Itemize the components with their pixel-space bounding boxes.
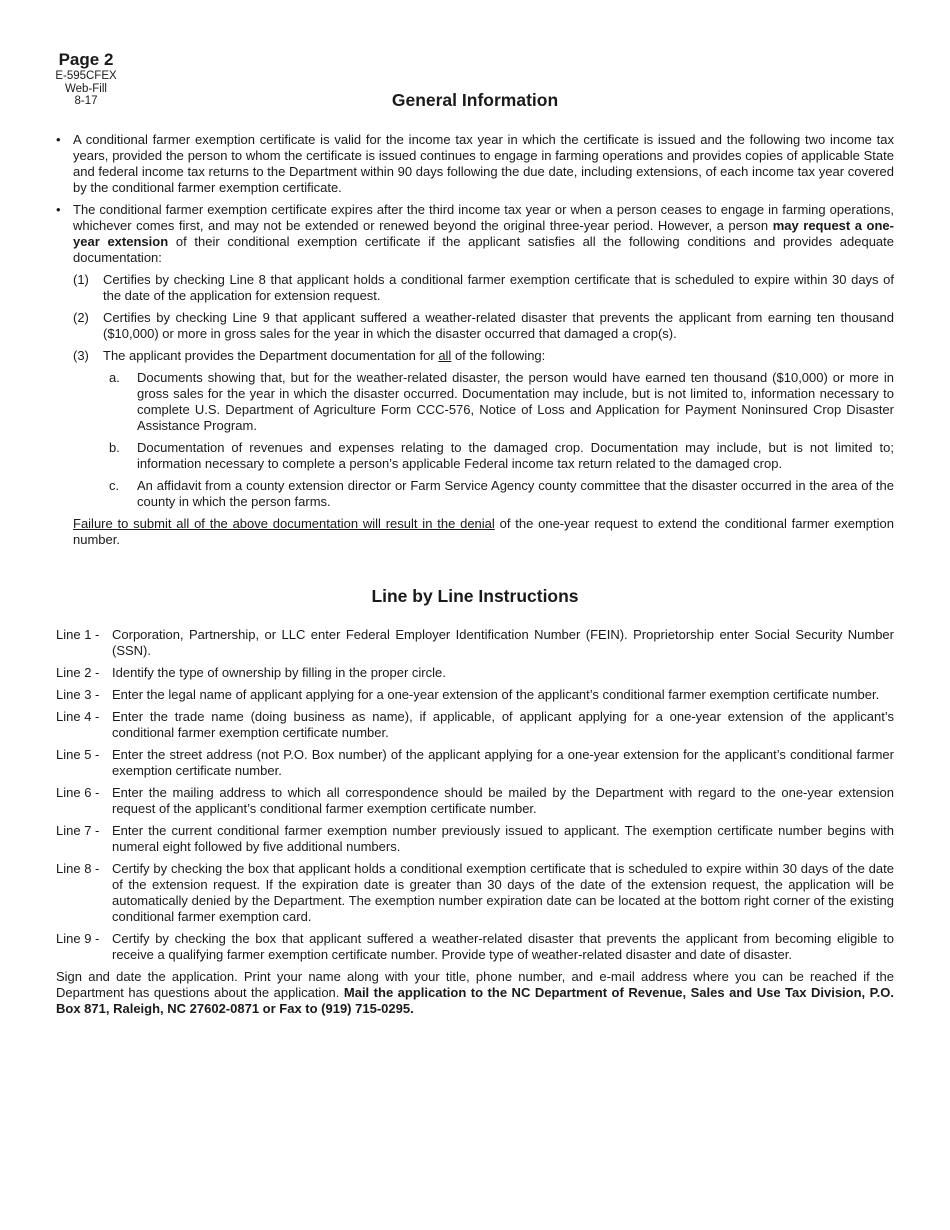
general-information-heading: General Information — [391, 90, 559, 110]
line-label: Line 5 - — [56, 747, 100, 762]
sign-text: Sign and date the application. Print your name along with your title, phone number, and e-mail address where you can be reached if the Department has questions about the application. — [56, 969, 894, 1000]
line-label: Line 7 - — [56, 823, 100, 838]
line-instruction — [56, 665, 894, 681]
line-label: Line 2 - — [56, 665, 100, 680]
document-text: An affidavit from a county extension director or Farm Service Agency county committee that the disaster occurred in the area of the county in which the person farms. — [137, 478, 894, 509]
condition-text: Certifies by checking Line 9 that applicant suffered a weather-related disaster that prevents the applicant from earning ten thousand ($10,000) or more in gross sales for the year in which the disaster occurred that damaged a crop(s). — [103, 310, 894, 341]
document-text: Documents showing that, but for the weather-related disaster, the person would have earned ten thousand ($10,000) or more in gross sales for the year in which the disaster occurred. Documentation may include, but is not limited to, information necessary to complete U.S. Department of Agriculture Form CCC-576, Notice of Loss and Application for Payment Noninsured Crop Disaster Assistance Program. — [137, 370, 894, 433]
line-instruction — [56, 823, 894, 855]
condition-underline: all — [438, 348, 452, 363]
line-text: Corporation, Partnership, or LLC enter Federal Employer Identification Number (FEIN). Proprietorship enter Social Security Number (SSN). — [112, 627, 894, 658]
form-number: E-595CFEX — [55, 70, 117, 82]
info-bullet — [56, 132, 894, 196]
condition-text: Certifies by checking Line 8 that applicant holds a conditional farmer exemption certificate that is scheduled to expire within 30 days of the date of the application for extension request. — [103, 272, 894, 303]
condition-text: of the following: — [451, 348, 546, 363]
line-text: Enter the current conditional farmer exemption number previously issued to applicant. The exemption certificate number begins with numeral eight followed by five additional numbers. — [112, 823, 894, 854]
line-label: Line 8 - — [56, 861, 100, 876]
line-label: Line 4 - — [56, 709, 100, 724]
bullet-text: A conditional farmer exemption certificate is valid for the income tax year in which the certificate is issued and the following two income tax years, provided the person to whom the certificate is issued continues to engage in farming operations and provides copies of applicable State and federal income tax returns to the Department within 90 days following the due date, including extensions, of each income tax year covered by the conditional farmer exemption certificate. — [73, 132, 894, 195]
document-item — [103, 370, 894, 434]
form-edition: Web-Fill — [65, 82, 107, 95]
condition-item — [73, 348, 894, 364]
page-number: Page 2 — [58, 50, 114, 69]
bullet-text: of their conditional exemption certificate if the applicant satisfies all the following conditions and provides adequate documentation: — [73, 234, 894, 265]
line-label: Line 1 - — [56, 627, 100, 642]
condition-text: The applicant provides the Department documentation for — [103, 348, 439, 363]
line-instruction — [56, 747, 894, 779]
bullet-mark: • — [56, 202, 61, 217]
failure-underline: Failure to submit all of the above documentation will result in the denial — [73, 516, 495, 531]
line-label: Line 6 - — [56, 785, 100, 800]
line-instruction — [56, 785, 894, 817]
line-instruction — [56, 931, 894, 963]
condition-item — [73, 310, 894, 342]
condition-item — [73, 272, 894, 304]
bullet-text: The conditional farmer exemption certificate expires after the third income tax year or when a person ceases to engage in farming operations, whichever comes first, and may not be extended or renewed beyond the original three-year period. However, a person — [73, 202, 894, 233]
document-letter: c. — [109, 478, 120, 493]
line-label: Line 3 - — [56, 687, 100, 702]
condition-number: (2) — [73, 310, 89, 325]
failure-text: of the one-year request to extend the conditional farmer exemption number. — [73, 516, 894, 547]
line-text: Certify by checking the box that applicant holds a conditional exemption certificate that is scheduled to expire within 30 days of the date of the extension request. If the expiration date is greater than 30 days of the date of the extension request, the application will be automatically denied by the Department. The exemption number expiration date can be located at the bottom right corner of the existing conditional farmer exemption card. — [112, 861, 894, 924]
failure-notice — [73, 516, 894, 548]
document-item — [103, 478, 894, 510]
info-bullet — [56, 202, 894, 266]
line-text: Enter the legal name of applicant applying for a one-year extension of the applicant’s conditional farmer exemption certificate number. — [112, 687, 880, 702]
line-text: Enter the trade name (doing business as name), if applicable, of applicant applying for a one-year extension of the applicant’s conditional farmer exemption certificate number. — [112, 709, 894, 740]
mailing-instructions: Mail the application to the NC Department of Revenue, Sales and Use Tax Division, P.O. Box 871, Raleigh, NC 27602-0871 or Fax to (919) 715-0295. — [56, 985, 894, 1016]
line-instruction — [56, 709, 894, 741]
document-letter: b. — [109, 440, 120, 455]
bullet-emphasis: may request a one-year extension — [73, 218, 894, 249]
line-label: Line 9 - — [56, 931, 100, 946]
line-text: Enter the mailing address to which all correspondence should be mailed by the Department with regard to the one-year extension request of the applicant’s conditional farmer exemption certificate number. — [112, 785, 894, 816]
line-instructions-section — [56, 627, 894, 1017]
signature-instructions — [56, 969, 894, 1017]
line-instruction — [56, 627, 894, 659]
line-instructions-heading: Line by Line Instructions — [371, 586, 579, 606]
condition-number: (1) — [73, 272, 89, 287]
line-text: Certify by checking the box that applicant suffered a weather-related disaster that prevents the applicant from becoming eligible to receive a qualifying farmer exemption certificate number. Provide type of weather-related disaster and date of disaster. — [112, 931, 894, 962]
condition-number: (3) — [73, 348, 89, 363]
document-text: Documentation of revenues and expenses relating to the damaged crop. Documentation may include, but is not limited to; information necessary to complete a person’s applicable Federal income tax return related to the damaged crop. — [137, 440, 894, 471]
document-item — [103, 440, 894, 472]
document-letter: a. — [109, 370, 120, 385]
line-instruction — [56, 861, 894, 925]
line-text: Identify the type of ownership by filling in the proper circle. — [112, 665, 446, 680]
line-text: Enter the street address (not P.O. Box number) of the applicant applying for a one-year extension for the applicant’s conditional farmer exemption certificate number. — [112, 747, 894, 778]
bullet-mark: • — [56, 132, 61, 147]
line-instruction — [56, 687, 894, 703]
form-date: 8-17 — [74, 95, 98, 107]
general-information-section — [56, 132, 894, 548]
